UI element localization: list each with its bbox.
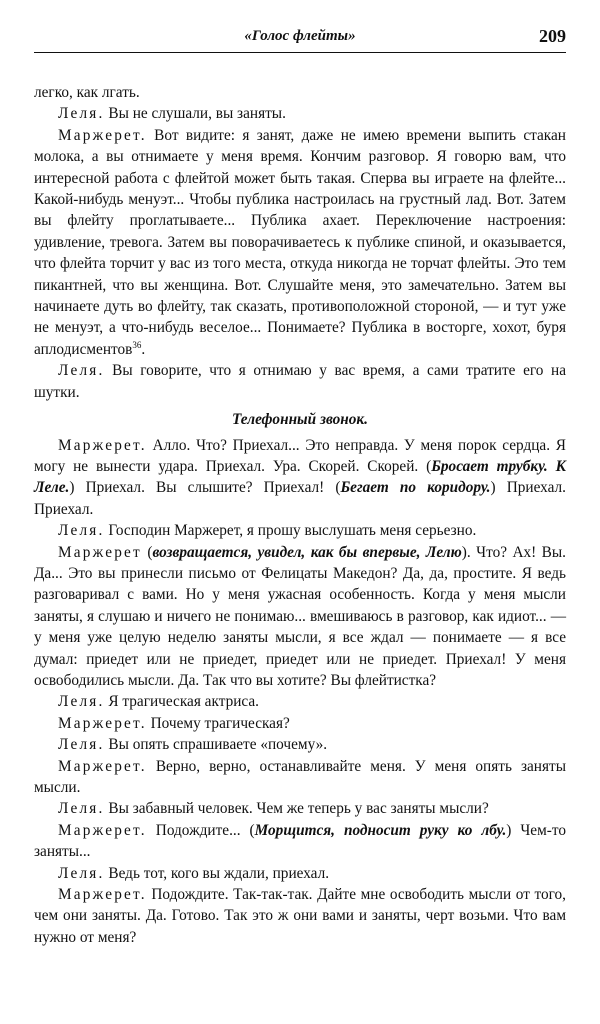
speaker-name: Леля. xyxy=(58,736,105,754)
replica-text: Ведь тот, кого вы ждали, приехал. xyxy=(104,864,330,882)
footnote-ref: 36 xyxy=(132,339,142,350)
replica-text: Вот видите: я занят, даже не имею времени выпить стакан молока, а вы отнимаете у меня время. Кончим разговор. Я говорю вам, что интересной работа с флейтой может быть такая. Сперва вы играете на флейте... Какой-нибудь менуэт... Чтобы публика настроилась на грустный лад. Вот. Затем вы флейту проглатываете... Публика ахает. Переключение настроения: удивление, тревога. Затем вы поворачиваетесь к публике спиной, и оказывается, что флейта торчит у вас из того места, откуда никогда не торчат флейты. Это тем пикантней, что вы женщина. Вот. Слушайте меня, это замечательно. Затем вы начинаете дуть во флейту, так сказать, противоположной стороной, — и тут уже не менуэт, а что-нибудь веселое... Понимаете? Публика в восторге, хохот, буря аплодисментов xyxy=(34,126,566,358)
stage-direction: Морщится, подносит руку ко лбу. xyxy=(254,821,507,839)
replica-text: Я трагическая актриса. xyxy=(104,693,260,711)
replica-text: Подождите. Так-так-так. Дайте мне освободить мысли от того, чем они заняты. Да. Готово. Так это ж они вами и заняты, черт возьми. Что вам нужно от меня? xyxy=(34,886,566,946)
speaker-name: Леля. xyxy=(58,800,105,818)
replica xyxy=(34,713,566,734)
replica-text: Алло. Что? Приехал... Это неправда. У меня порок сердца. Я могу не вынести удара. Приехал. Ура. Скорей. Скорей. ( xyxy=(34,436,566,475)
replica-text: ) Чем-то заняты... xyxy=(34,821,566,861)
replica xyxy=(34,691,566,712)
replica xyxy=(34,884,566,948)
replica xyxy=(34,734,566,755)
page-header xyxy=(34,24,566,53)
replica-text: Почему трагическая? xyxy=(146,714,290,732)
replica-text: Подождите... ( xyxy=(146,821,255,839)
replica-text: ). Что? Ах! Вы. Да... Это вы принесли письмо от Фелицаты Македон? Да, да, простите. Я ведь разговаривал с вами. Но у меня ужасная особенность. Когда у меня мысли заняты, я слушаю и ничего не понимаю... вмешиваюсь в разговор, как идиот... — у меня уже целую неделю заняты мысли, я все ждал — понимаете — я все думал: приедет или не приедет, приедет или не приедет. Приехал! У меня освободились мысли. Да. Так что вы хотите? Вы флейтистка? xyxy=(34,543,566,689)
speaker-name: Маржерет. xyxy=(58,126,147,144)
replica-text: Вы забавный человек. Чем же теперь у вас заняты мысли? xyxy=(104,800,489,818)
replica xyxy=(34,103,566,124)
speaker-name: Маржерет xyxy=(58,543,142,561)
replica xyxy=(34,542,566,692)
stage-direction: Бегает по коридору. xyxy=(340,479,491,497)
replica-text: ( xyxy=(141,543,153,561)
replica xyxy=(34,798,566,819)
speaker-name: Маржерет. xyxy=(58,821,147,839)
speaker-name: Маржерет. xyxy=(58,757,147,775)
running-title: «Голос флейты» xyxy=(244,28,356,44)
replica-text: Вы опять спрашиваете «почему». xyxy=(104,736,328,754)
replica xyxy=(34,125,566,360)
speaker-name: Маржерет. xyxy=(58,886,147,904)
replica-text: Господин Маржерет, я прошу выслушать меня серьезно. xyxy=(104,522,477,540)
replica xyxy=(34,435,566,521)
replica-text: . xyxy=(141,340,146,358)
replica-text: ) Приехал. Приехал. xyxy=(34,479,567,518)
speaker-name: Маржерет. xyxy=(58,714,147,732)
stage-direction: Бросает трубку. К Леле. xyxy=(34,457,566,497)
speaker-name: Леля. xyxy=(58,105,105,123)
speaker-name: Маржерет. xyxy=(58,436,147,454)
replica xyxy=(34,756,566,799)
paragraph xyxy=(34,82,566,103)
speaker-name: Леля. xyxy=(58,362,105,380)
speaker-name: Леля. xyxy=(58,522,105,540)
replica-text: Вы не слушали, вы заняты. xyxy=(104,105,286,123)
stage-direction: Телефонный звонок. xyxy=(232,411,368,429)
speaker-name: Леля. xyxy=(58,864,105,882)
replica xyxy=(34,820,566,863)
replica-text: ) Приехал. Вы слышите? Приехал! ( xyxy=(69,479,341,497)
paragraph-text: легко, как лгать. xyxy=(34,84,140,101)
body-text xyxy=(34,82,566,948)
replica-text: Верно, верно, останавливайте меня. У меня опять заняты мысли. xyxy=(34,757,566,796)
replica xyxy=(34,360,566,403)
replica xyxy=(34,520,566,541)
replica-text: Вы говорите, что я отнимаю у вас время, а сами тратите его на шутки. xyxy=(34,362,566,401)
page-number: 209 xyxy=(539,26,566,46)
replica xyxy=(34,863,566,884)
stage-direction: возвращается, увидел, как бы впервые, Лелю xyxy=(152,543,462,561)
speaker-name: Леля. xyxy=(58,693,105,711)
